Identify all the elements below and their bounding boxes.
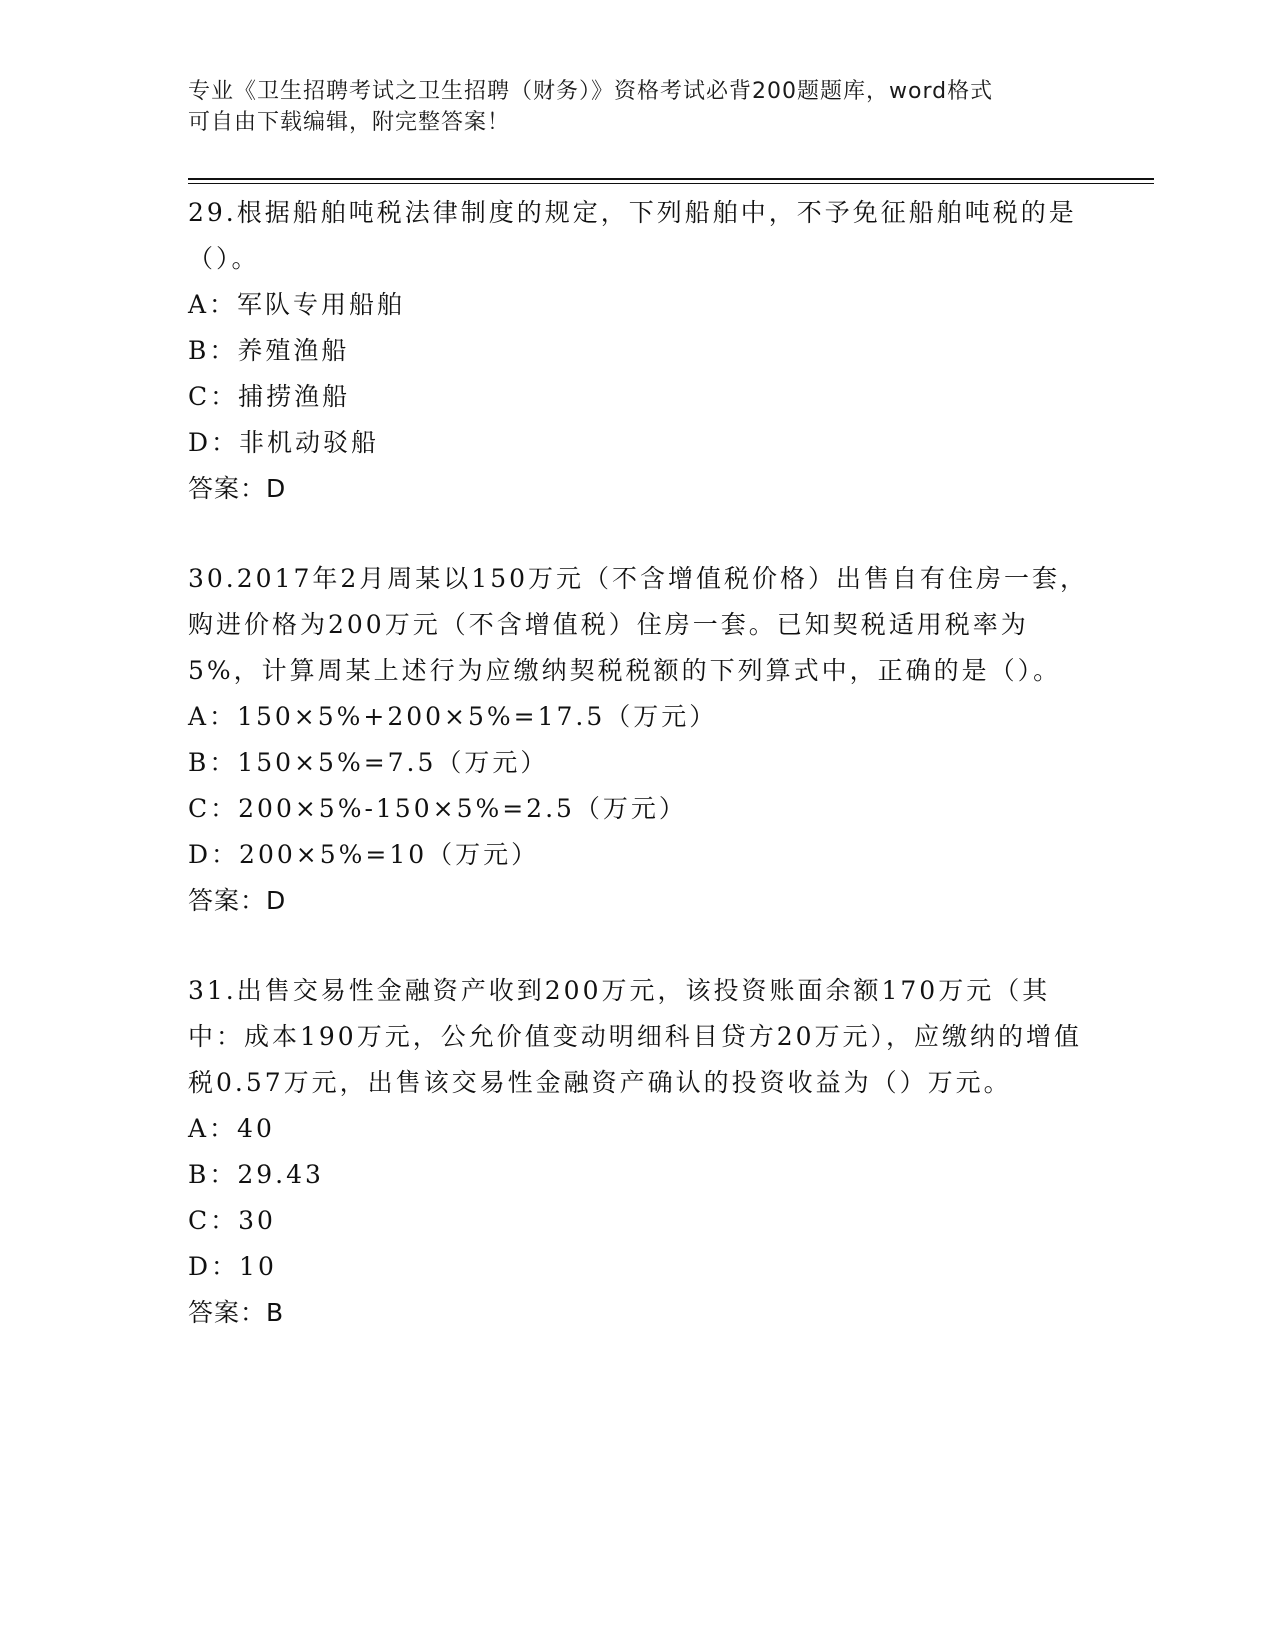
option-b: B：养殖渔船 bbox=[188, 336, 350, 365]
question-stem: 30.2017年2月周某以150万元（不含增值税价格）出售自有住房一套，购进价格为200万元（不含增值税）住房一套。已知契税适用税率为5%，计算周某上述行为应缴纳契税税额的下列算式中，正确的是（）。 bbox=[188, 564, 1089, 685]
option-c: C：30 bbox=[188, 1206, 276, 1235]
header-line-2: 可自由下载编辑，附完整答案！ bbox=[188, 110, 511, 135]
question-stem: 29.根据船舶吨税法律制度的规定，下列船舶中，不予免征船舶吨税的是（）。 bbox=[188, 198, 1077, 273]
option-d: D：10 bbox=[188, 1252, 277, 1281]
option-a: A：40 bbox=[188, 1114, 275, 1143]
option-a: A：150×5%+200×5%=17.5（万元） bbox=[188, 702, 718, 731]
option-a: A：军队专用船舶 bbox=[188, 290, 406, 319]
answer-label: 答案：D bbox=[188, 886, 287, 915]
answer-label: 答案：D bbox=[188, 474, 287, 503]
answer-label: 答案：B bbox=[188, 1298, 285, 1327]
document-header bbox=[188, 76, 1068, 138]
question-30 bbox=[188, 556, 1088, 924]
question-stem: 31.出售交易性金融资产收到200万元，该投资账面余额170万元（其中：成本190万元，公允价值变动明细科目贷方20万元），应缴纳的增值税0.57万元，出售该交易性金融资产确认的投资收益为（）万元。 bbox=[188, 976, 1083, 1097]
question-list bbox=[188, 190, 1088, 1380]
question-31 bbox=[188, 968, 1088, 1336]
option-c: C：捕捞渔船 bbox=[188, 382, 351, 411]
option-b: B：29.43 bbox=[188, 1160, 324, 1189]
header-divider bbox=[188, 178, 1154, 180]
option-d: D：200×5%=10（万元） bbox=[188, 840, 540, 869]
question-29 bbox=[188, 190, 1088, 512]
header-line-1: 专业《卫生招聘考试之卫生招聘（财务）》资格考试必背200题题库，word格式 bbox=[188, 79, 994, 104]
header-divider-thin bbox=[188, 183, 1154, 184]
option-c: C：200×5%-150×5%=2.5（万元） bbox=[188, 794, 687, 823]
option-d: D：非机动驳船 bbox=[188, 428, 380, 457]
option-b: B：150×5%=7.5（万元） bbox=[188, 748, 549, 777]
